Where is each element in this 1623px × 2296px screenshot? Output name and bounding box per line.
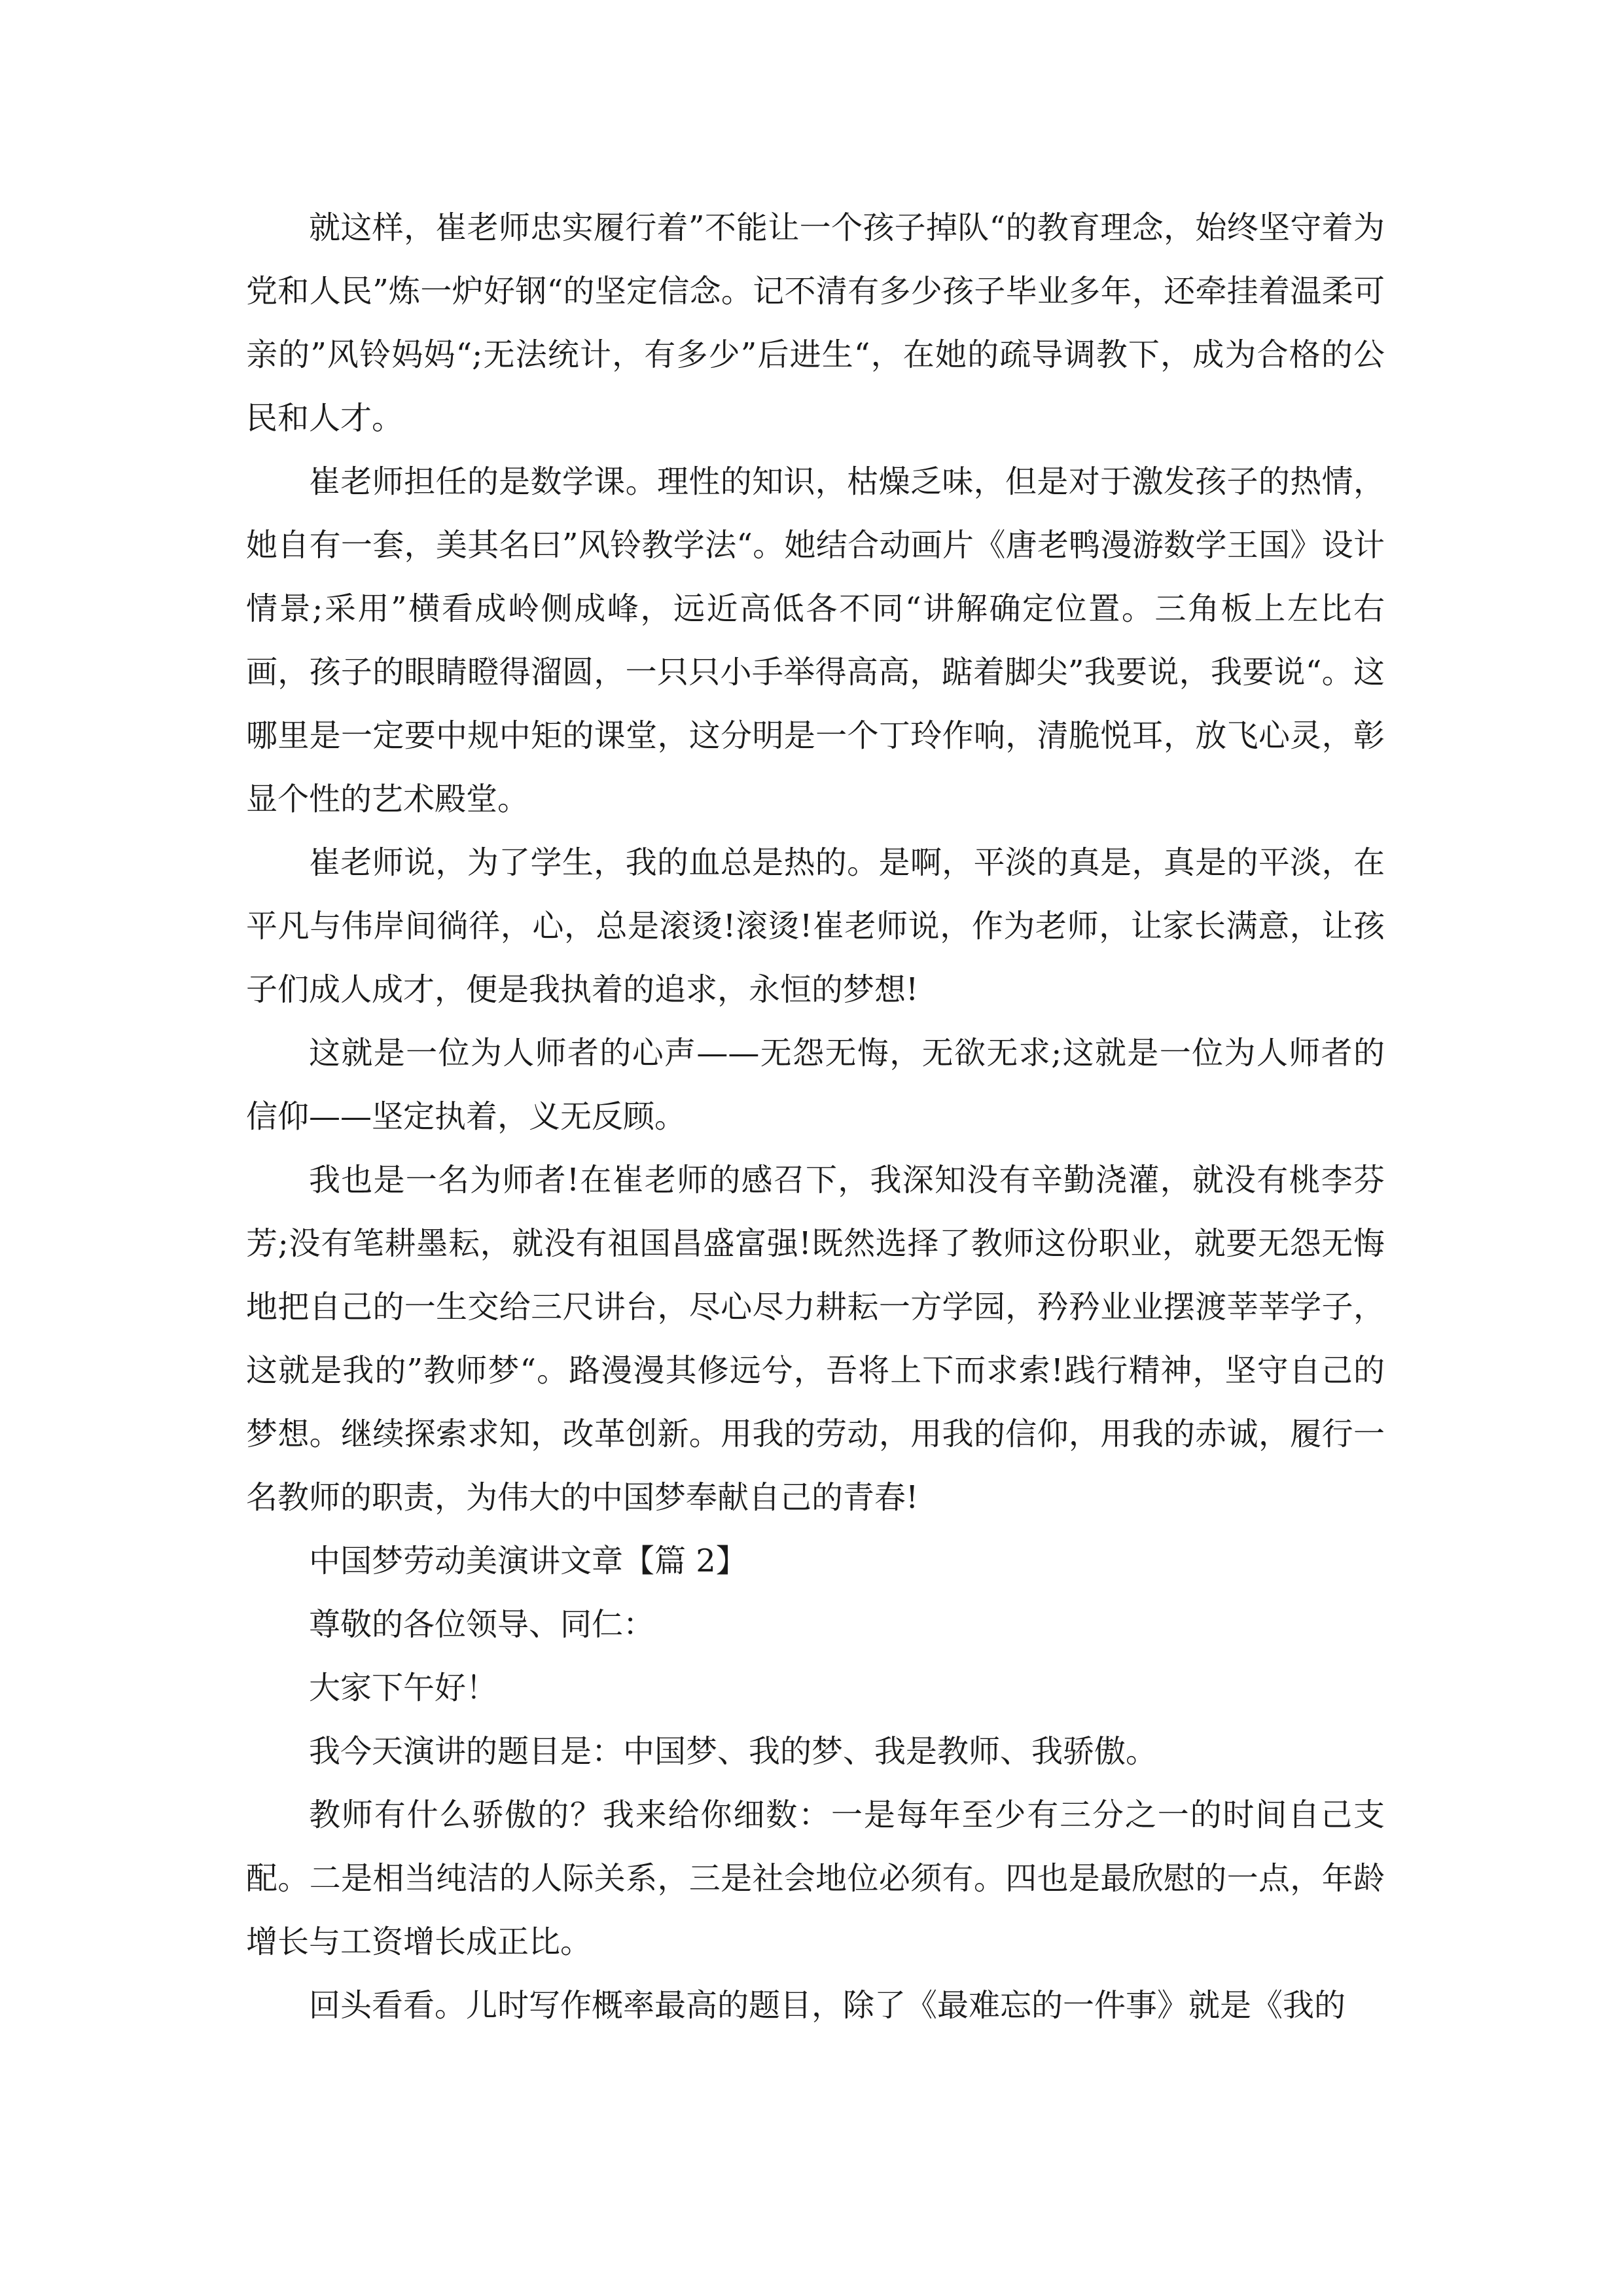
paragraph-11: 回头看看。儿时写作概率最高的题目，除了《最难忘的一件事》就是《我的	[309, 1987, 1346, 2024]
paragraph-5: 我也是一名为师者!在崔老师的感召下，我深知没有辛勤浇灌，就没有桃李芬芳;没有笔耕墨耘，就没有祖国昌盛富强!既然选择了教师这份职业，就要无怨无悔地把自己的一生交给三尺讲台，尽心尽力耕耘一方学园，矜矜业业摆渡莘莘学子，这就是我的”教师梦“。路漫漫其修远兮，吾将上下而求索!践行精神，坚守自己的梦想。继续探索求知，改革创新。用我的劳动，用我的信仰，用我的赤诚，履行一名教师的职责，为伟大的中国梦奉献自己的青春!	[246, 1162, 1385, 1516]
paragraph-1: 就这样，崔老师忠实履行着”不能让一个孩子掉队“的教育理念，始终坚守着为党和人民”炼一炉好钢“的坚定信念。记不清有多少孩子毕业多年，还牵挂着温柔可亲的”风铃妈妈“;无法统计，有多少”后进生“，在她的疏导调教下，成为合格的公民和人才。	[246, 209, 1385, 437]
paragraph-2: 崔老师担任的是数学课。理性的知识，枯燥乏味，但是对于激发孩子的热情，她自有一套，美其名曰”风铃教学法“。她结合动画片《唐老鸭漫游数学王国》设计情景;采用”横看成岭侧成峰，远近高低各不同“讲解确定位置。三角板上左比右画，孩子的眼睛瞪得溜圆，一只只小手举得高高，踮着脚尖”我要说，我要说“。这哪里是一定要中规中矩的课堂，这分明是一个丁玲作响，清脆悦耳，放飞心灵，彰显个性的艺术殿堂。	[246, 463, 1385, 817]
paragraph-10: 教师有什么骄傲的？我来给你细数：一是每年至少有三分之一的时间自己支配。二是相当纯洁的人际关系，三是社会地位必须有。四也是最欣慰的一点，年龄增长与工资增长成正比。	[246, 1797, 1385, 1960]
paragraph-4: 这就是一位为人师者的心声——无怨无悔，无欲无求;这就是一位为人师者的信仰——坚定执着，义无反顾。	[246, 1035, 1385, 1135]
section-heading: 中国梦劳动美演讲文章【篇 2】	[309, 1543, 747, 1579]
greeting: 大家下午好！	[309, 1670, 498, 1706]
paragraph-3: 崔老师说，为了学生，我的血总是热的。是啊，平淡的真是，真是的平淡，在平凡与伟岸间徜徉，心，总是滚烫!滚烫!崔老师说，作为老师，让家长满意，让孩子们成人成才，便是我执着的追求，永恒的梦想!	[246, 844, 1385, 1008]
salutation: 尊敬的各位领导、同仁：	[309, 1606, 655, 1643]
document-body	[246, 196, 1385, 2037]
speech-topic: 我今天演讲的题目是：中国梦、我的梦、我是教师、我骄傲。	[309, 1733, 1158, 1770]
